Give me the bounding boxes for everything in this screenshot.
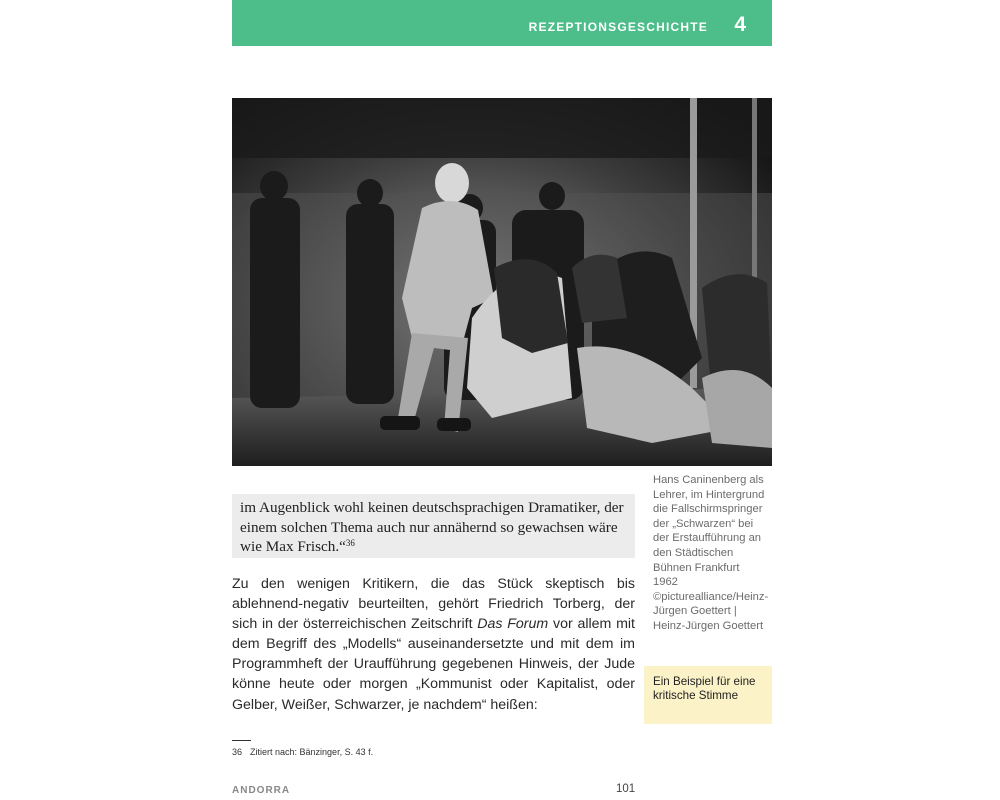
footnote-divider [232,740,251,741]
margin-note: Ein Beispiel für eine kritische Stimme [644,666,772,724]
page-number: 101 [616,783,636,795]
chapter-header-bar [232,0,772,46]
journal-title: Das Forum [477,616,549,633]
stage-photo [232,98,772,466]
photo-caption: Hans Caninenberg als Lehrer, im Hintergrund die Fallschirmspringer der „Schwarzen“ bei der Erstaufführung an den Städtischen Bühnen Frankfurt 1962 ©picturealliance/Heinz-Jürgen Goettert | Heinz-Jürgen Goettert [653,474,769,632]
body-text-part2: vor allem mit dem Begriff des „Modells“ auseinandersetzte und mit dem im Programmheft der Uraufführung gegebenen Hinweis, der Jude könne heute oder morgen „Kommunist oder Kapitalist, oder Gelber, Weißer, Schwarzer, je nachdem“ heißen: [232,616,635,713]
body-paragraph [232,574,635,715]
footnote [232,747,373,757]
footnote-ref: 36 [345,538,355,549]
quote-block [232,494,635,558]
body-text-part1: Zu den wenigen Kritikern, die das Stück skeptisch bis ablehnend-negativ beurteilten, gehört Friedrich Torberg, der sich in der österreichischen Zeitschrift [232,576,635,633]
chapter-number: 4 [734,13,746,36]
section-title: REZEPTIONSGESCHICHTE [528,20,708,34]
footnote-text: Zitiert nach: Bänzinger, S. 43 f. [250,747,374,757]
footnote-number: 36 [232,747,243,757]
book-title-footer: ANDORRA [232,785,291,796]
quote-text: im Augenblick wohl keinen deutschsprachigen Dramatiker, der einem solchen Thema auch nur annähernd so gewachsen wäre wie Max Frisch.“ [240,499,624,556]
